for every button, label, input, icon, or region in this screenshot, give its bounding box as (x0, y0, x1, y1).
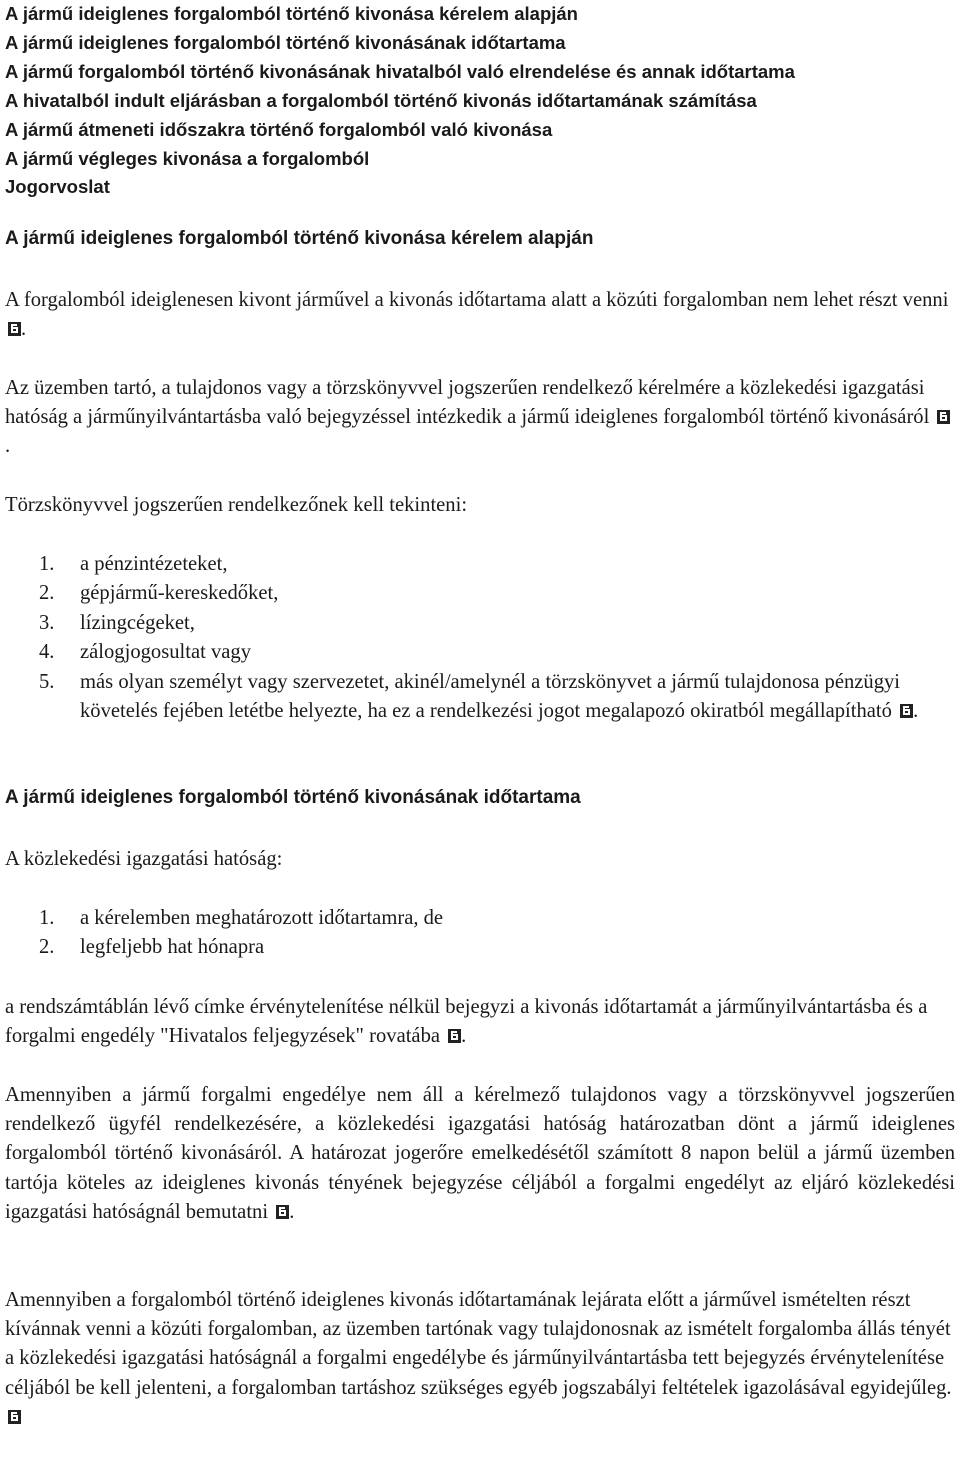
paragraph-reference-icon[interactable] (448, 1029, 461, 1043)
paragraph-forgalmi-engedely: Amennyiben a jármű forgalmi engedélye nem áll a kérelmező tulajdonos vagy a törzskönyvvel jogszerűen rendelkező ügyfél rendelkezésére, a közlekedési igazgatási hatóság határozatban dönt a jármű ideiglenes forgalomból történő kivonásáról. A határozat jogerőre emelkedésétől számított 8 napon belül a jármű üzemben tartója köteles az ideiglenes kivonás tényének bejegyzése céljából a forgalmi engedélyt az eljáró közlekedési igazgatási hatóságnál bemutatni . (5, 1084, 955, 1223)
section-heading-kivonas-idotartam: A jármű ideiglenes forgalomból történő kivonásának időtartama (5, 787, 581, 808)
list-item: 2. gépjármű-kereskedőket, (39, 582, 279, 605)
paragraph-reference-icon[interactable] (8, 1410, 21, 1424)
toc-link-hivatalbol-elrendeles[interactable]: A jármű forgalomból történő kivonásának hivatalból való elrendelése és annak időtartama (5, 60, 795, 82)
toc-link-atmeneti-kivonas[interactable]: A jármű átmeneti időszakra történő forgalomból való kivonása (5, 118, 553, 140)
paragraph-torzskonyv-intro: Törzskönyvvel jogszerűen rendelkezőnek kell tekinteni: (5, 494, 468, 516)
toc-link-kivonas-kerelem[interactable]: A jármű ideiglenes forgalomból történő kivonása kérelem alapján (5, 3, 578, 24)
paragraph-text: a rendszámtáblán lévő címke érvénytelenítése nélkül bejegyzi a kivonás időtartamát a járműnyilvántartásba és a forgalmi engedély "Hivatalos feljegyzések" rovatába (5, 996, 928, 1048)
paragraph-kerelem: Az üzemben tartó, a tulajdonos vagy a törzskönyvvel jogszerűen rendelkező kérelmére a közlekedési igazgatási hatóság a járműnyilvántartásba való bejegyzéssel intézkedik a jármű ideiglenes forgalomból történő kivonásáról . (5, 374, 955, 462)
section-heading-kivonas-kerelem: A jármű ideiglenes forgalomból történő kivonása kérelem alapján (5, 228, 594, 249)
toc-link-jogorvoslat[interactable]: Jogorvoslat (5, 176, 110, 198)
paragraph-bejegyzes: a rendszámtáblán lévő címke érvénytelenítése nélkül bejegyzi a kivonás időtartamát a járműnyilvántartásba és a forgalmi engedély "Hivatalos feljegyzések" rovatába . (5, 996, 928, 1048)
paragraph-reference-icon[interactable] (900, 704, 913, 718)
toc-link-vegleges-kivonas[interactable]: A jármű végleges kivonása a forgalomból (5, 147, 370, 169)
paragraph-hatosag-intro: A közlekedési igazgatási hatóság: (5, 848, 283, 870)
toc-link-kivonas-idotartam[interactable]: A jármű ideiglenes forgalomból történő kivonásának időtartama (5, 31, 566, 53)
list-item: 2. legfeljebb hat hónapra (39, 936, 265, 959)
paragraph-reference-icon[interactable] (937, 410, 950, 424)
list-item: 5. más olyan személyt vagy szervezetet, akinél/amelynél a törzskönyvet a jármű tulajdonosa pénzügyi követelés fejében letétbe helyezte, ha ez a rendelkezési jogot megalapozó okiratból megállapítható . (39, 670, 919, 723)
list-item: 1. a kérelemben meghatározott időtartamra, de (39, 907, 444, 929)
table-of-contents (5, 0, 955, 202)
paragraph-text: Amennyiben a jármű forgalmi engedélye nem áll a kérelmező tulajdonos vagy a törzskönyvvel jogszerűen rendelkező ügyfél rendelkezésére, a közlekedési igazgatási hatóság határozatban dönt a jármű ideiglenes forgalomból történő kivonásáról. A határozat jogerőre emelkedésétől számított 8 napon belül a jármű üzemben tartója köteles az ideiglenes kivonás tényének bejegyzése céljából a forgalmi engedélyt az eljáró közlekedési igazgatási hatóságnál bemutatni (5, 1084, 955, 1223)
list-idotartam (5, 904, 955, 963)
paragraph-text: A forgalomból ideiglenesen kivont járművel a kivonás időtartama alatt a közúti forgalomban nem lehet részt venni (5, 289, 949, 311)
list-item: 4. zálogjogosultat vagy (39, 641, 252, 664)
list-item: 1. a pénzintézeteket, (39, 553, 228, 575)
paragraph-reference-icon[interactable] (276, 1205, 289, 1219)
paragraph-ismetelt-forgalomba-allas (5, 1286, 955, 1432)
paragraph-forgalom-tilalom: A forgalomból ideiglenesen kivont járművel a kivonás időtartama alatt a közúti forgalomban nem lehet részt venni . (5, 289, 949, 341)
paragraph-reference-icon[interactable] (8, 322, 21, 336)
paragraph-text: Amennyiben a forgalomból történő ideiglenes kivonás időtartamának lejárata előtt a járművel ismételten részt kívánnak venni a közúti forgalomban, az üzemben tartónak vagy tulajdonosnak az ismételt forgalomba állás tényét a közlekedési igazgatási hatóságnál a forgalmi engedélybe és járműnyilvántartásba tett bejegyzés érvénytelenítése céljából be kell jelenteni, a forgalomban tartáshoz szükséges egyéb jogszabályi feltételek igazolásával egyidejűleg. (5, 1289, 952, 1399)
list-torzskonyv-rendelkezok (5, 550, 955, 726)
toc-link-idotartam-szamitasa[interactable]: A hivatalból indult eljárásban a forgalomból történő kivonás időtartamának számítása (5, 89, 757, 111)
paragraph-text: Az üzemben tartó, a tulajdonos vagy a törzskönyvvel jogszerűen rendelkező kérelmére a közlekedési igazgatási hatóság a járműnyilvántartásba való bejegyzéssel intézkedik a jármű ideiglenes forgalomból történő kivonásáról (5, 377, 930, 429)
list-item: 3. lízingcégeket, (39, 611, 195, 634)
